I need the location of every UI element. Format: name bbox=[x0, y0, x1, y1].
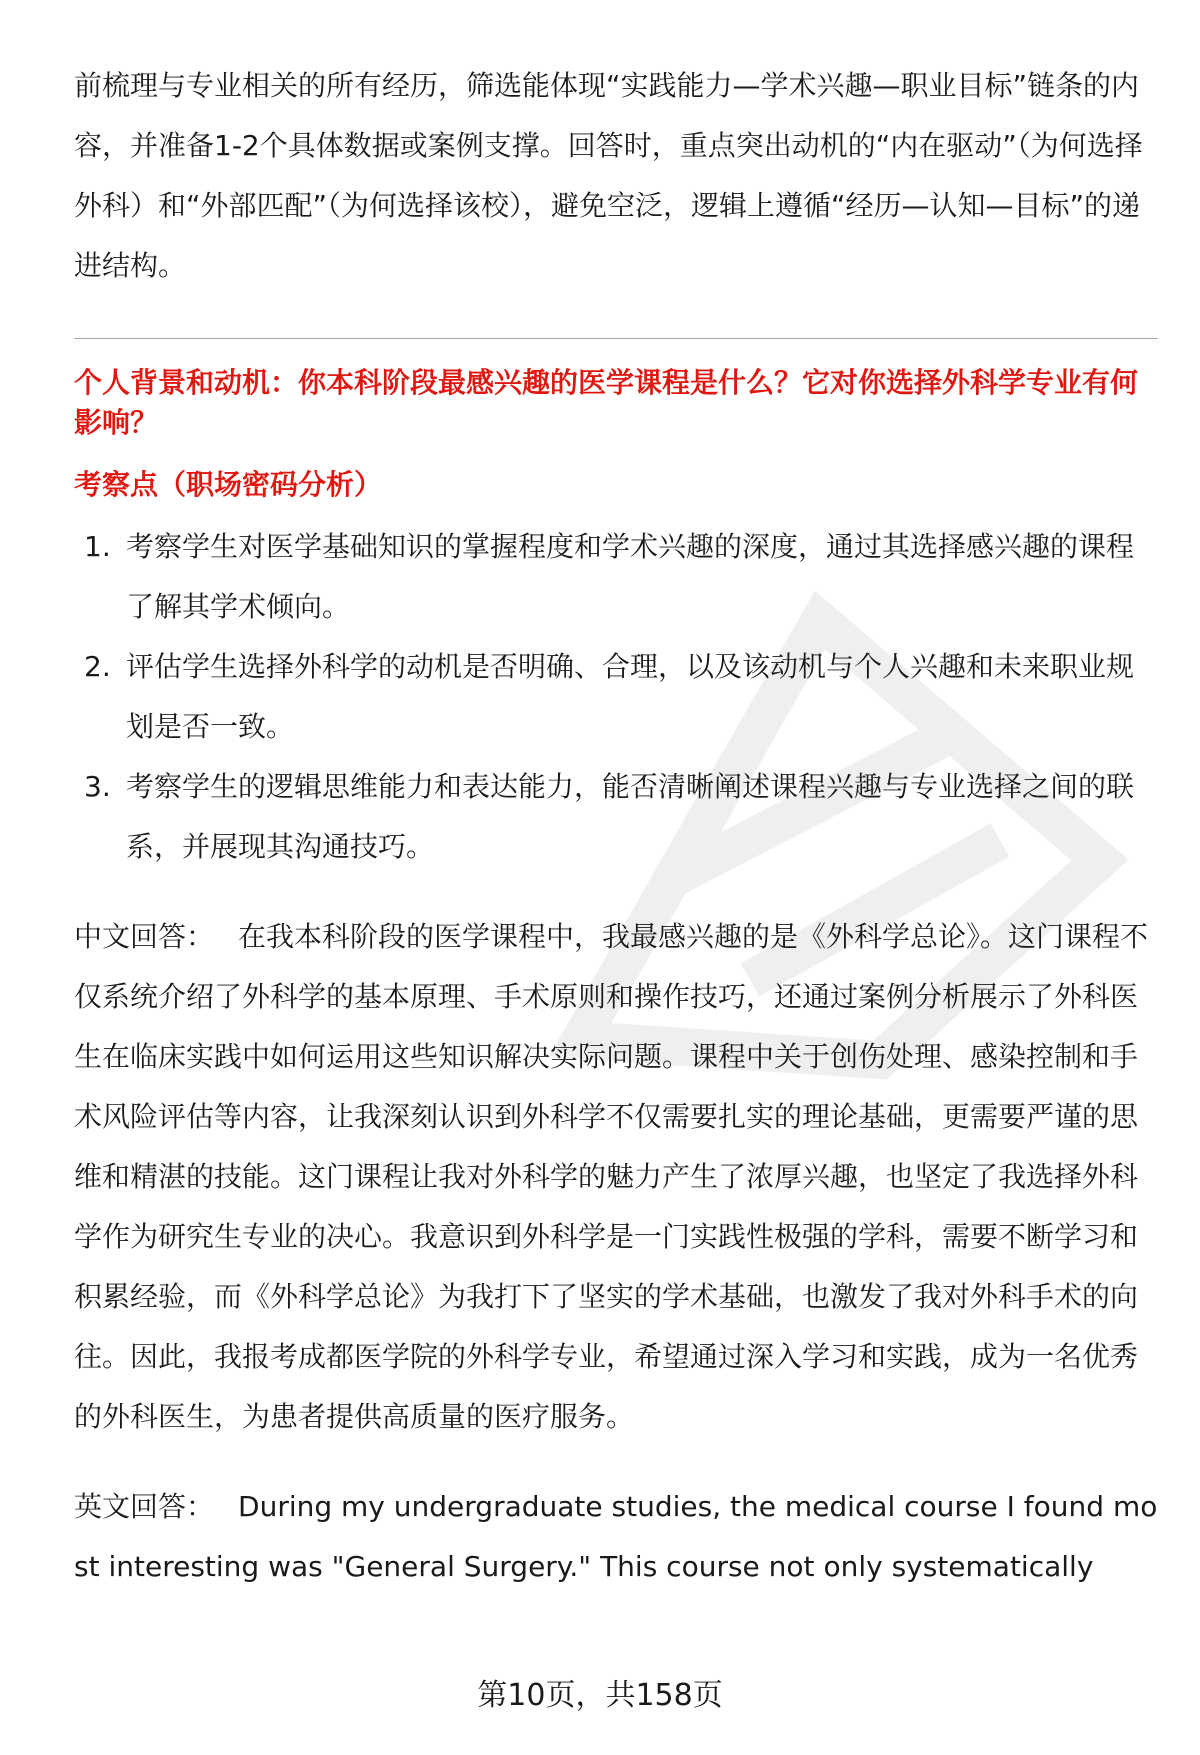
chinese-answer bbox=[74, 907, 1158, 1447]
intro-paragraph: 前梳理与专业相关的所有经历，筛选能体现“实践能力—学术兴趣—职业目标”链条的内容，并准备1-2个具体数据或案例支撑。回答时，重点突出动机的“内在驱动”（为何选择外科）和“外部匹配”（为何选择该校），避免空泛，逻辑上遵循“经历—认知—目标”的递进结构。 bbox=[74, 69, 1143, 282]
chinese-answer-text: 在我本科阶段的医学课程中，我最感兴趣的是《外科学总论》。这门课程不仅系统介绍了外科学的基本原理、手术原则和操作技巧，还通过案例分析展示了外科医生在临床实践中如何运用这些知识解决实际问题。课程中关于创伤处理、感染控制和手术风险评估等内容，让我深刻认识到外科学不仅需要扎实的理论基础，更需要严谨的思维和精湛的技能。这门课程让我对外科学的魅力产生了浓厚兴趣，也坚定了我选择外科学作为研究生专业的决心。我意识到外科学是一门实践性极强的学科，需要不断学习和积累经验，而《外科学总论》为我打下了坚实的学术基础，也激发了我对外科手术的向往。因此，我报考成都医学院的外科学专业，希望通过深入学习和实践，成为一名优秀的外科医生，为患者提供高质量的医疗服务。 bbox=[74, 920, 1149, 1433]
assessment-points-list bbox=[74, 517, 1158, 877]
list-item-number: 1. bbox=[84, 530, 111, 563]
list-item bbox=[74, 757, 1158, 877]
english-answer-label: 英文回答： bbox=[74, 1490, 215, 1523]
section-title: 考察点（职场密码分析） bbox=[74, 468, 383, 501]
list-item-text: 考察学生的逻辑思维能力和表达能力，能否清晰阐述课程兴趣与专业选择之间的联系，并展现其沟通技巧。 bbox=[126, 770, 1135, 863]
document-page bbox=[74, 56, 1158, 1597]
list-item-number: 2. bbox=[84, 650, 111, 683]
chinese-answer-label: 中文回答： bbox=[74, 920, 215, 953]
question-heading: 个人背景和动机：你本科阶段最感兴趣的医学课程是什么？它对你选择外科学专业有何影响？ bbox=[74, 366, 1139, 439]
english-answer bbox=[74, 1477, 1158, 1597]
list-item bbox=[74, 517, 1158, 637]
list-item bbox=[74, 637, 1158, 757]
page-number-footer: 第10页，共158页 bbox=[477, 1678, 723, 1713]
list-item-text: 评估学生选择外科学的动机是否明确、合理，以及该动机与个人兴趣和未来职业规划是否一致。 bbox=[126, 650, 1135, 743]
list-item-text: 考察学生对医学基础知识的掌握程度和学术兴趣的深度，通过其选择感兴趣的课程了解其学术倾向。 bbox=[126, 530, 1135, 623]
list-item-number: 3. bbox=[84, 770, 111, 803]
section-divider bbox=[74, 338, 1158, 339]
english-answer-text: During my undergraduate studies, the medical course I found most interesting was "General Surgery." This course not only systematically bbox=[74, 1490, 1158, 1583]
